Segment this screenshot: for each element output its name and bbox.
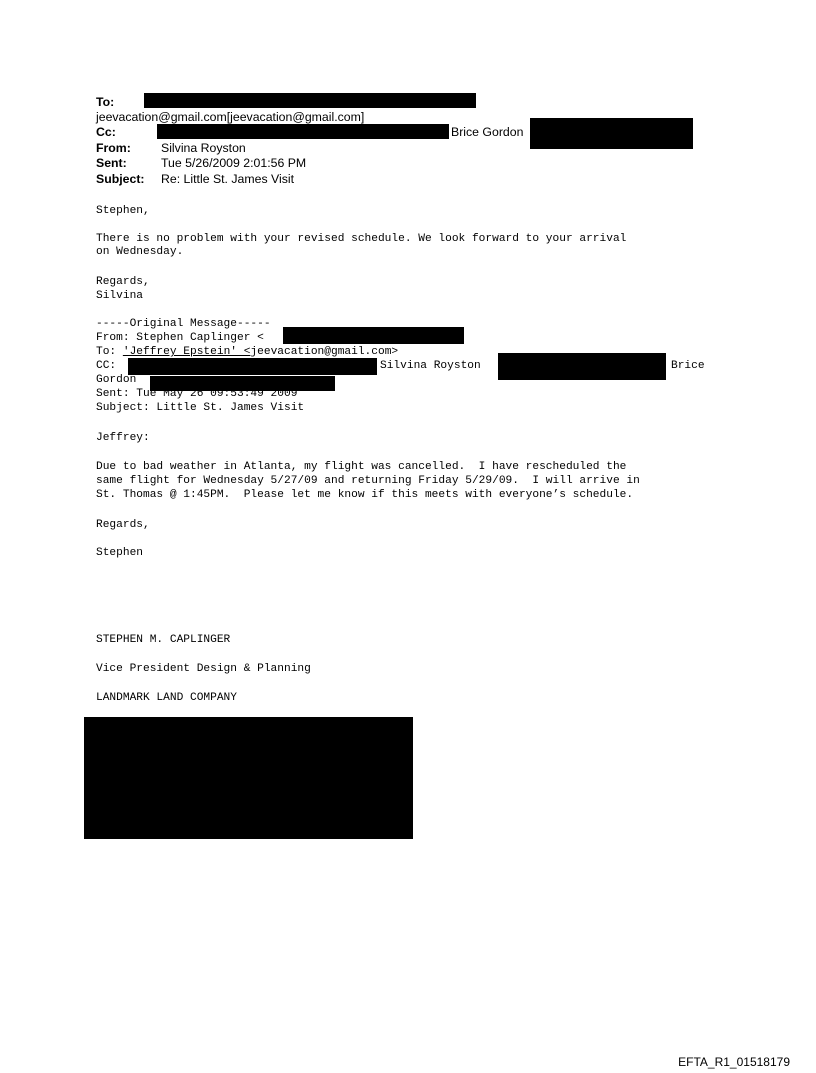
original-cc-name: Brice xyxy=(671,360,705,372)
original-greeting: Jeffrey: xyxy=(96,432,150,444)
redaction-box xyxy=(157,124,449,139)
original-to-name: 'Jeffrey Epstein' < xyxy=(122,346,251,358)
redaction-box xyxy=(530,118,693,149)
from-label: From: xyxy=(96,141,131,155)
cc-label: Cc: xyxy=(96,125,116,139)
original-signature: Stephen xyxy=(96,547,143,559)
original-separator: -----Original Message----- xyxy=(96,318,271,330)
reply-closing: Regards, xyxy=(96,276,150,288)
original-from: From: Stephen Caplinger < xyxy=(96,332,264,344)
sent-label: Sent: xyxy=(96,156,127,170)
subject-label: Subject: xyxy=(96,172,145,186)
cc-name: Brice Gordon xyxy=(451,125,524,139)
original-cc-name: Gordon xyxy=(96,374,137,386)
signature-name: STEPHEN M. CAPLINGER xyxy=(96,634,231,646)
signature-company: LANDMARK LAND COMPANY xyxy=(96,692,237,704)
reply-body-line: There is no problem with your revised schedule. We look forward to your arrival xyxy=(96,233,627,245)
redaction-box xyxy=(84,717,413,839)
from-value: Silvina Royston xyxy=(161,141,246,155)
original-subject: Subject: Little St. James Visit xyxy=(96,402,305,414)
subject-value: Re: Little St. James Visit xyxy=(161,172,295,186)
to-label: To: xyxy=(96,95,115,109)
signature-title: Vice President Design & Planning xyxy=(96,663,311,675)
reply-greeting: Stephen, xyxy=(96,205,150,217)
to-address-line: jeevacation@gmail.com[jeevacation@gmail.com] xyxy=(96,110,365,124)
original-body-line: St. Thomas @ 1:45PM. Please let me know if this meets with everyone’s schedule. xyxy=(96,489,634,501)
original-cc-name: Silvina Royston xyxy=(380,360,481,372)
sent-value: Tue 5/26/2009 2:01:56 PM xyxy=(161,156,307,170)
original-cc-label: CC: xyxy=(96,360,117,372)
redaction-box xyxy=(283,327,464,344)
original-body-line: Due to bad weather in Atlanta, my flight was cancelled. I have rescheduled the xyxy=(96,461,627,473)
redaction-box xyxy=(144,93,476,108)
reply-body-line: on Wednesday. xyxy=(96,246,184,258)
redaction-box xyxy=(498,353,666,380)
redaction-box xyxy=(128,358,377,375)
original-to-email: jeevacation@gmail.com> xyxy=(250,346,399,358)
document-id: EFTA_R1_01518179 xyxy=(678,1055,790,1069)
reply-signature: Silvina xyxy=(96,290,143,302)
original-closing: Regards, xyxy=(96,519,150,531)
original-sent: Sent: Tue May 26 09:53:49 2009 xyxy=(96,388,298,400)
original-body-line: same flight for Wednesday 5/27/09 and returning Friday 5/29/09. I will arrive in xyxy=(96,475,640,487)
original-to-prefix: To: xyxy=(96,346,123,358)
